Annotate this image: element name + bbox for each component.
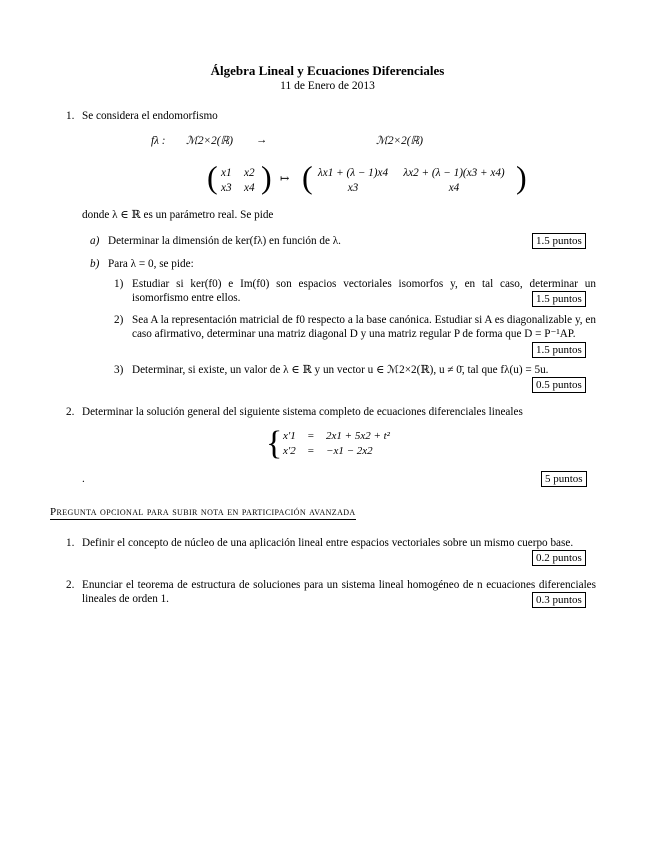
q1b3-points: 0.5 puntos [532, 377, 586, 393]
opt2-text: Enunciar el teorema de estructura de soluciones para un sistema lineal homogéneo de n ecuaciones diferenciales lineales de orden 1. [82, 579, 596, 605]
q1b-label: b) [90, 258, 100, 270]
result-right-paren: ) [516, 159, 527, 195]
q1-after-text: donde λ ∈ ℝ es un parámetro real. Se pide [82, 209, 274, 221]
opt1-text: Definir el concepto de núcleo de una aplicación lineal entre espacios vectoriales sobre un mismo cuerpo base. [82, 537, 574, 549]
q1b3-text: Determinar, si existe, un valor de λ ∈ ℝ y un vector u ∈ ℳ2×2(ℝ), u ≠ 0̄, tal que fλ(u) = 5u. [132, 364, 549, 376]
ode-system [277, 429, 396, 459]
q1b2-points: 1.5 puntos [532, 342, 586, 358]
matrix-cell-11: x1 [221, 167, 232, 179]
map-name: fλ : [151, 135, 166, 147]
matrix-cell-21: x3 [221, 182, 232, 194]
map-codomain: ℳ2×2(ℝ) [376, 135, 424, 147]
ode-row-2 [277, 444, 396, 459]
result-cell-11: λx1 + (λ − 1)x4 [317, 167, 389, 179]
result-cell-21: x3 [347, 182, 359, 194]
q2-points: 5 puntos [541, 471, 587, 487]
q1a-points: 1.5 puntos [532, 233, 586, 249]
eq1-rhs: 2x1 + 5x2 + t² [326, 430, 390, 442]
document-title: Álgebra Lineal y Ecuaciones Diferenciales [210, 63, 445, 78]
q1b2-label: 2) [114, 314, 124, 326]
matrix-cell-12: x2 [244, 167, 255, 179]
q2-text: Determinar la solución general del siguiente sistema completo de ecuaciones diferenciales lineales [82, 406, 523, 418]
eq2-equals: = [307, 445, 315, 457]
result-cell-12: λx2 + (λ − 1)(x3 + x4) [403, 167, 505, 179]
result-left-paren: ( [302, 159, 313, 195]
q1b2-text: Sea A la representación matricial de f0 respecto a la base canónica. Estudiar si A es diagonalizable y, en caso afirmativo, determinar una matriz diagonal D y una matriz regular P de forma que D = P⁻¹AP. [132, 314, 596, 340]
q1-number: 1. [66, 110, 75, 122]
eq1-lhs: x′1 [283, 430, 296, 442]
q2-number: 2. [66, 406, 75, 418]
q1-intro: Se considera el endomorfismo [82, 110, 218, 122]
mapsto-arrow: ↦ [280, 173, 290, 185]
eq1-equals: = [307, 430, 315, 442]
q2-dot: . [82, 473, 85, 485]
opt2-points: 0.3 puntos [532, 592, 586, 608]
q1b1-points: 1.5 puntos [532, 291, 586, 307]
ode-row-1 [277, 429, 396, 444]
q1b3-label: 3) [114, 364, 124, 376]
q1a-text: Determinar la dimensión de ker(fλ) en función de λ. [108, 235, 341, 247]
opt1-number: 1. [66, 537, 75, 549]
eq2-lhs: x′2 [283, 445, 296, 457]
optional-heading: Pregunta opcional para subir nota en participación avanzada [50, 506, 356, 518]
q1a-label: a) [90, 235, 100, 247]
matrix-left-paren: ( [207, 159, 218, 195]
opt2-number: 2. [66, 579, 75, 591]
q1b1-label: 1) [114, 278, 124, 290]
q1b1-text: Estudiar si ker(f0) e Im(f0) son espacios vectoriales isomorfos y, en tal caso, determinar un isomorfismo entre ellos. [132, 278, 596, 304]
eq2-rhs: −x1 − 2x2 [326, 445, 373, 457]
system-brace: { [266, 425, 283, 462]
map-domain: ℳ2×2(ℝ) [186, 135, 234, 147]
matrix-cell-22: x4 [244, 182, 255, 194]
map-arrow: → [256, 134, 268, 146]
opt1-points: 0.2 puntos [532, 550, 586, 566]
result-cell-22: x4 [448, 182, 460, 194]
matrix-right-paren: ) [261, 159, 272, 195]
document-date: 11 de Enero de 2013 [280, 80, 375, 92]
q1b-text: Para λ = 0, se pide: [108, 258, 194, 270]
